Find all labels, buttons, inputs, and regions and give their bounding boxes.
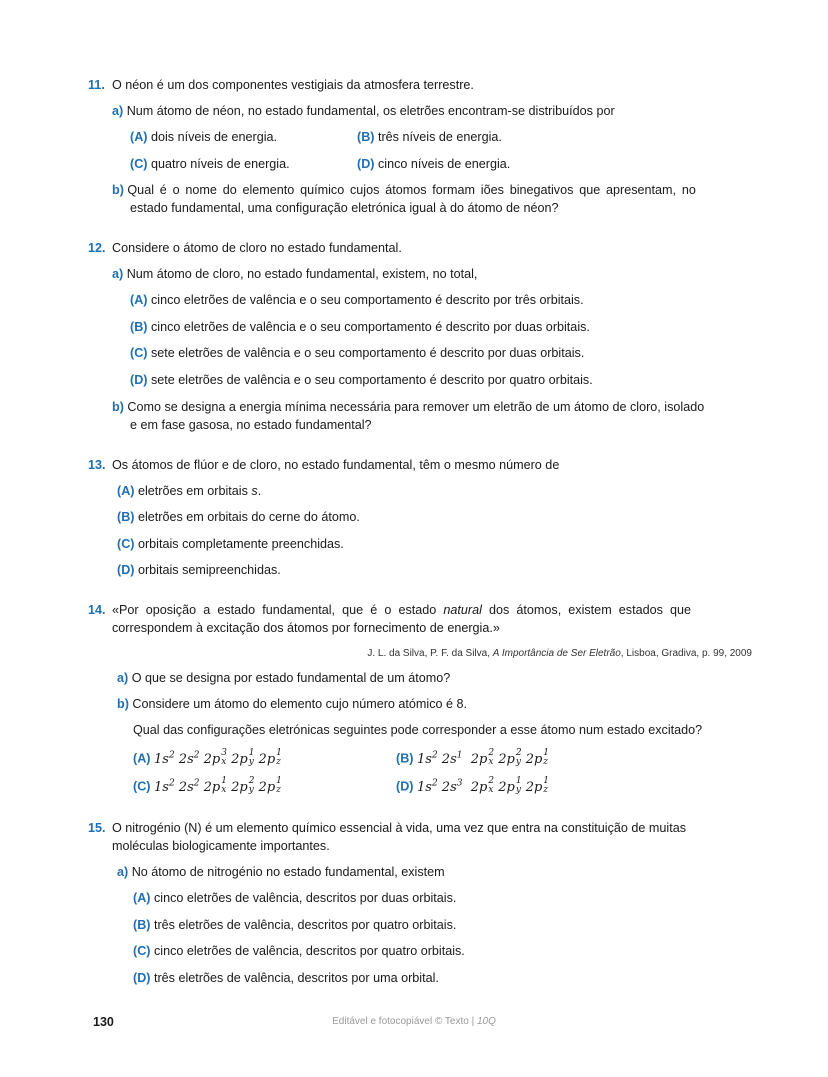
- option-label: (A): [117, 484, 135, 498]
- option-label: (D): [396, 779, 414, 794]
- q11-stem: O néon é um dos componentes vestigiais da atmosfera terrestre.: [112, 78, 474, 92]
- option-label: (C): [117, 537, 135, 551]
- option-b: [133, 918, 456, 932]
- option-label: (B): [396, 751, 414, 766]
- electron-configuration: $1s^2$ $2s^1$ 2p2 x 2p2 y 2p1 z: [416, 748, 550, 767]
- option-b: [357, 130, 502, 144]
- option-text: cinco eletrões de valência e o seu comportamento é descrito por três orbitais.: [150, 293, 584, 307]
- q12b-line2: e em fase gasosa, no estado fundamental?: [130, 418, 372, 432]
- quote-text: dos átomos, existem estados que: [481, 603, 691, 617]
- q11b-text: Qual é o nome do elemento químico cujos átomos formam iões binegativos que apresentam, no: [127, 183, 696, 197]
- option-label: (A): [130, 293, 148, 307]
- option-label: (A): [133, 751, 151, 766]
- q14a-text: O que se designa por estado fundamental de um átomo?: [131, 671, 451, 685]
- footer-copyright: [0, 1016, 828, 1027]
- page-number: 130: [93, 1015, 114, 1029]
- option-text: três níveis de energia.: [377, 130, 502, 144]
- q15a-line: [117, 865, 445, 879]
- q14b-question: Qual das configurações eletrónicas seguintes pode corresponder a esse átomo num estado excitado?: [133, 723, 703, 737]
- q14b-line: [117, 697, 467, 711]
- q11b-line2: estado fundamental, uma configuração eletrónica igual à do átomo de néon?: [130, 201, 559, 215]
- option-text: três eletrões de valência, descritos por quatro orbitais.: [153, 918, 457, 932]
- q11a-text: Num átomo de néon, no estado fundamental, os eletrões encontram-se distribuídos por: [126, 104, 615, 118]
- option-label: (C): [130, 346, 148, 360]
- q12a-line: [112, 267, 477, 281]
- question-number: 11.: [88, 78, 105, 92]
- option-text: quatro níveis de energia.: [150, 157, 290, 171]
- subquestion-label: a): [112, 267, 124, 281]
- q12b-text: Como se designa a energia mínima necessária para remover um eletrão de um átomo de cloro, isolado: [127, 400, 705, 414]
- option-label: (D): [117, 563, 135, 577]
- option-label: (D): [130, 373, 148, 387]
- q15-stem-line2: moléculas biologicamente importantes.: [112, 839, 330, 853]
- q14-quote-line2: correspondem à excitação dos átomos por fornecimento de energia.»: [112, 621, 500, 635]
- option-text: dois níveis de energia.: [150, 130, 278, 144]
- q12-stem: Considere o átomo de cloro no estado fundamental.: [112, 241, 402, 255]
- footer-text: Editável e fotocopiável © Texto |: [332, 1016, 477, 1027]
- option-label: (C): [133, 944, 151, 958]
- option-text: três eletrões de valência, descritos por uma orbital.: [153, 971, 439, 985]
- citation-publisher: , Lisboa, Gradiva, p. 99, 2009: [620, 648, 752, 659]
- option-label: (B): [130, 320, 148, 334]
- option-text: cinco eletrões de valência e o seu comportamento é descrito por duas orbitais.: [150, 320, 590, 334]
- q15a-text: No átomo de nitrogénio no estado fundamental, existem: [131, 865, 445, 879]
- option-text: cinco níveis de energia.: [377, 157, 511, 171]
- option-a: [117, 484, 261, 498]
- option-label: (D): [133, 971, 151, 985]
- option-text: cinco eletrões de valência, descritos por quatro orbitais.: [153, 944, 465, 958]
- subquestion-label: b): [117, 697, 129, 711]
- option-text: eletrões em orbitais: [137, 484, 252, 498]
- q11-stem-line: [88, 78, 474, 92]
- option-d: [396, 778, 549, 796]
- option-a: [133, 750, 282, 768]
- option-label: (B): [133, 918, 151, 932]
- option-text: orbitais completamente preenchidas.: [137, 537, 344, 551]
- option-a: [133, 891, 456, 905]
- question-number: 12.: [88, 241, 106, 255]
- option-b: [396, 750, 549, 768]
- option-c: [117, 537, 344, 551]
- option-text: eletrões em orbitais do cerne do átomo.: [137, 510, 360, 524]
- q13-stem-line: [88, 458, 559, 472]
- subquestion-label: a): [117, 671, 129, 685]
- citation-title: A Importância de Ser Eletrão: [492, 648, 621, 659]
- q12b-line1: [112, 400, 704, 414]
- option-text: cinco eletrões de valência, descritos por duas orbitais.: [153, 891, 457, 905]
- option-label: (D): [357, 157, 375, 171]
- q12a-text: Num átomo de cloro, no estado fundamental, existem, no total,: [126, 267, 478, 281]
- option-d: [130, 373, 593, 387]
- option-d: [133, 971, 439, 985]
- option-c: [133, 944, 465, 958]
- option-d: [357, 157, 510, 171]
- subquestion-label: b): [112, 400, 124, 414]
- question-number: 15.: [88, 821, 106, 835]
- electron-configuration: $1s^2$ $2s^3$ 2p2 x 2p1 y 2p1 z: [416, 776, 550, 795]
- quote-text: «Por oposição a estado fundamental, que é o estado: [112, 603, 444, 617]
- question-number: 13.: [88, 458, 106, 472]
- option-text: sete eletrões de valência e o seu comportamento é descrito por duas orbitais.: [150, 346, 585, 360]
- option-a: [130, 130, 277, 144]
- q11b-line1: [112, 183, 696, 197]
- option-c: [130, 157, 290, 171]
- citation: [367, 648, 752, 659]
- option-italic: s: [251, 484, 258, 498]
- q11a-line: [112, 104, 615, 118]
- option-text: orbitais semipreenchidas.: [137, 563, 281, 577]
- quote-italic: natural: [443, 603, 482, 617]
- option-label: (A): [133, 891, 151, 905]
- option-b: [117, 510, 360, 524]
- option-text: sete eletrões de valência e o seu comportamento é descrito por quatro orbitais.: [150, 373, 593, 387]
- subquestion-label: a): [112, 104, 124, 118]
- citation-authors: J. L. da Silva, P. F. da Silva,: [367, 648, 493, 659]
- electron-configuration: $1s^2$ $2s^2$ 2p1 x 2p2 y 2p1 z: [153, 776, 282, 795]
- subquestion-label: a): [117, 865, 129, 879]
- option-c: [133, 778, 282, 796]
- option-label: (A): [130, 130, 148, 144]
- option-c: [130, 346, 584, 360]
- option-text-after: .: [257, 484, 262, 498]
- option-label: (C): [130, 157, 148, 171]
- q14-quote-line1: [88, 603, 691, 617]
- question-number: 14.: [88, 603, 106, 617]
- q14b-text: Considere um átomo do elemento cujo número atómico é 8.: [132, 697, 468, 711]
- option-d: [117, 563, 281, 577]
- q15-stem: O nitrogénio (N) é um elemento químico essencial à vida, uma vez que entra na constituição de muitas: [112, 821, 687, 835]
- option-label: (B): [357, 130, 375, 144]
- q13-stem: Os átomos de flúor e de cloro, no estado fundamental, têm o mesmo número de: [112, 458, 560, 472]
- q14a-line: [117, 671, 450, 685]
- footer-book-code: 10Q: [476, 1016, 496, 1027]
- q15-stem-line1: [88, 821, 686, 835]
- option-label: (B): [117, 510, 135, 524]
- option-a: [130, 293, 584, 307]
- option-b: [130, 320, 590, 334]
- option-label: (C): [133, 779, 151, 794]
- electron-configuration: $1s^2$ $2s^2$ 2p3 x 2p1 y 2p1 z: [153, 748, 282, 767]
- subquestion-label: b): [112, 183, 124, 197]
- q12-stem-line: [88, 241, 402, 255]
